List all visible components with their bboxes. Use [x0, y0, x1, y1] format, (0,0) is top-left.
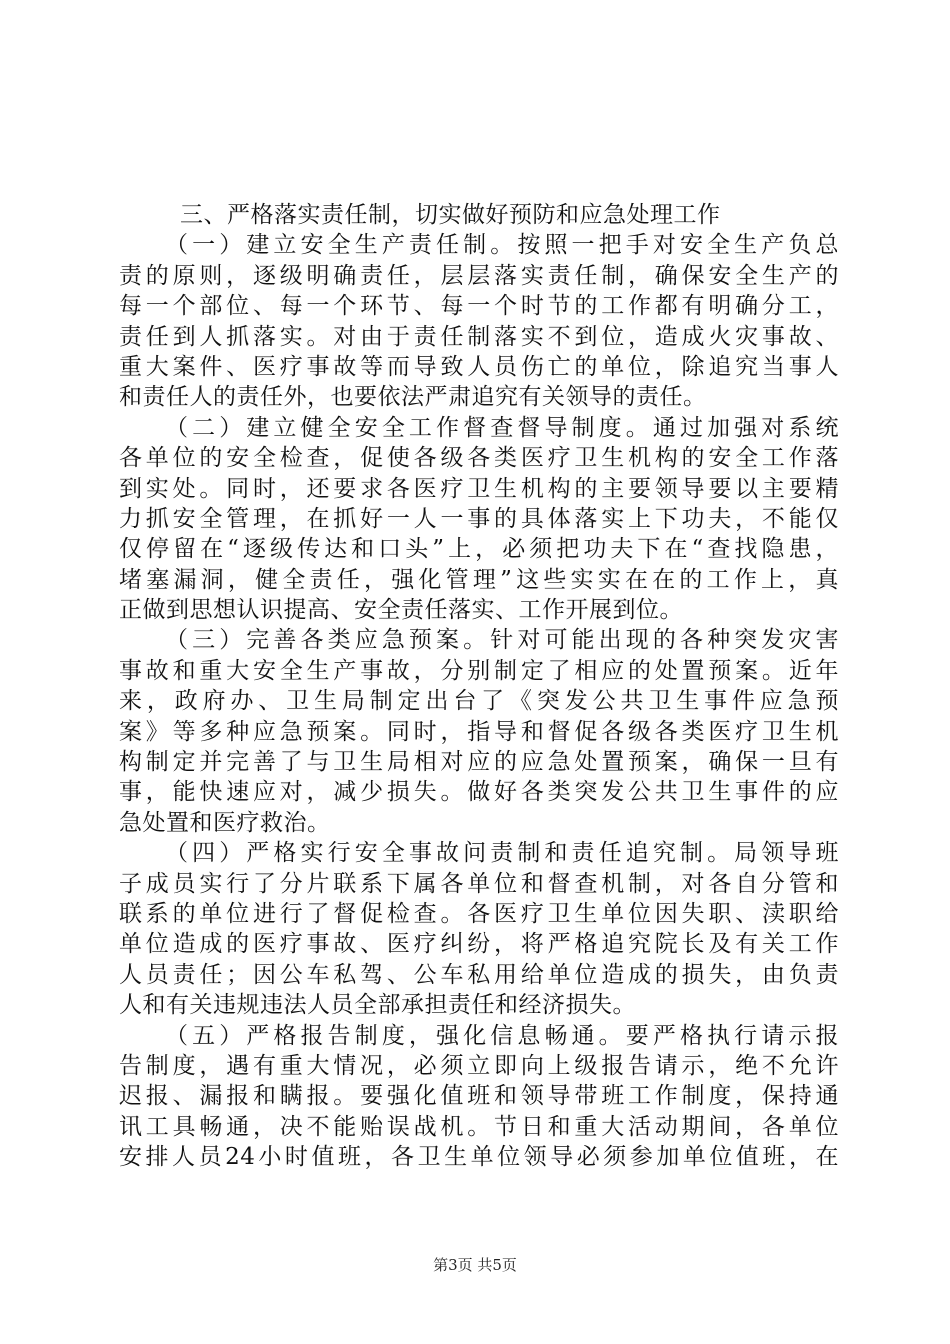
paragraph-line: 到实处。同时，还要求各医疗卫生机构的主要领导要以主要精	[119, 475, 839, 502]
paragraph-3	[119, 625, 839, 838]
paragraph-line: 和责任人的责任外，也要依法严肃追究有关领导的责任。	[119, 384, 707, 411]
paragraph-line: 正做到思想认识提高、安全责任落实、工作开展到位。	[119, 597, 683, 624]
paragraph-line: 重大案件、医疗事故等而导致人员伤亡的单位，除追究当事人	[119, 353, 839, 380]
paragraph-line: 各单位的安全检查，促使各级各类医疗卫生机构的安全工作落	[119, 445, 839, 472]
paragraph-line: （一）建立安全生产责任制。按照一把手对安全生产负总	[165, 232, 839, 259]
section-heading: 三、严格落实责任制，切实做好预防和应急处理工作	[180, 202, 721, 228]
paragraph-line: 人员责任；因公车私驾、公车私用给单位造成的损失，由负责	[119, 961, 839, 988]
paragraph-line: 力抓安全管理，在抓好一人一事的具体落实上下功夫，不能仅	[119, 505, 839, 532]
paragraph-line: 案》等多种应急预案。同时，指导和督促各级各类医疗卫生机	[119, 718, 839, 745]
paragraph-1	[119, 230, 839, 412]
paragraph-line: 讯工具畅通，决不能贻误战机。节日和重大活动期间，各单位	[119, 1113, 839, 1140]
paragraph-line: 构制定并完善了与卫生局相对应的应急处置预案，确保一旦有	[119, 749, 839, 776]
paragraph-4	[119, 838, 839, 1020]
paragraph-line: 人和有关违规违法人员全部承担责任和经济损失。	[119, 992, 636, 1019]
paragraph-line: 责任到人抓落实。对由于责任制落实不到位，造成火灾事故、	[119, 323, 839, 350]
paragraph-line: 单位造成的医疗事故、医疗纠纷，将严格追究院长及有关工作	[119, 931, 839, 958]
paragraph-line: 堵塞漏洞，健全责任，强化管理”这些实实在在的工作上，真	[119, 566, 839, 593]
paragraph-line: （二）建立健全安全工作督查督导制度。通过加强对系统	[165, 414, 839, 441]
paragraph-line: 告制度，遇有重大情况，必须立即向上级报告请示，绝不允许	[119, 1052, 839, 1079]
paragraph-line: 急处置和医疗救治。	[119, 809, 331, 836]
paragraph-line: 事，能快速应对，减少损失。做好各类突发公共卫生事件的应	[119, 779, 839, 806]
paragraph-line: 事故和重大安全生产事故，分别制定了相应的处置预案。近年	[119, 657, 839, 684]
paragraph-line: （五）严格报告制度，强化信息畅通。要严格执行请示报	[165, 1022, 839, 1049]
paragraph-5	[119, 1021, 839, 1173]
paragraph-line: 联系的单位进行了督促检查。各医疗卫生单位因失职、渎职给	[119, 900, 839, 927]
paragraph-line: 迟报、漏报和瞒报。要强化值班和领导带班工作制度，保持通	[119, 1083, 839, 1110]
paragraph-line: 安排人员24小时值班，各卫生单位领导必须参加单位值班，在	[119, 1144, 839, 1171]
paragraph-line: 仅停留在“逐级传达和口头”上，必须把功夫下在“查找隐患，	[119, 536, 839, 563]
paragraph-line: （三）完善各类应急预案。针对可能出现的各种突发灾害	[165, 627, 839, 654]
page-footer	[0, 1254, 950, 1275]
paragraph-line: 子成员实行了分片联系下属各单位和督查机制，对各自分管和	[119, 870, 839, 897]
paragraph-line: （四）严格实行安全事故问责制和责任追究制。局领导班	[165, 840, 839, 867]
document-body	[119, 200, 839, 1173]
page-number-label: 第3页 共5页	[433, 1256, 517, 1274]
paragraph-2	[119, 413, 839, 626]
paragraph-line: 责的原则，逐级明确责任，层层落实责任制，确保安全生产的	[119, 262, 839, 289]
paragraph-line: 每一个部位、每一个环节、每一个时节的工作都有明确分工，	[119, 293, 839, 320]
paragraph-line: 来，政府办、卫生局制定出台了《突发公共卫生事件应急预	[119, 688, 839, 715]
